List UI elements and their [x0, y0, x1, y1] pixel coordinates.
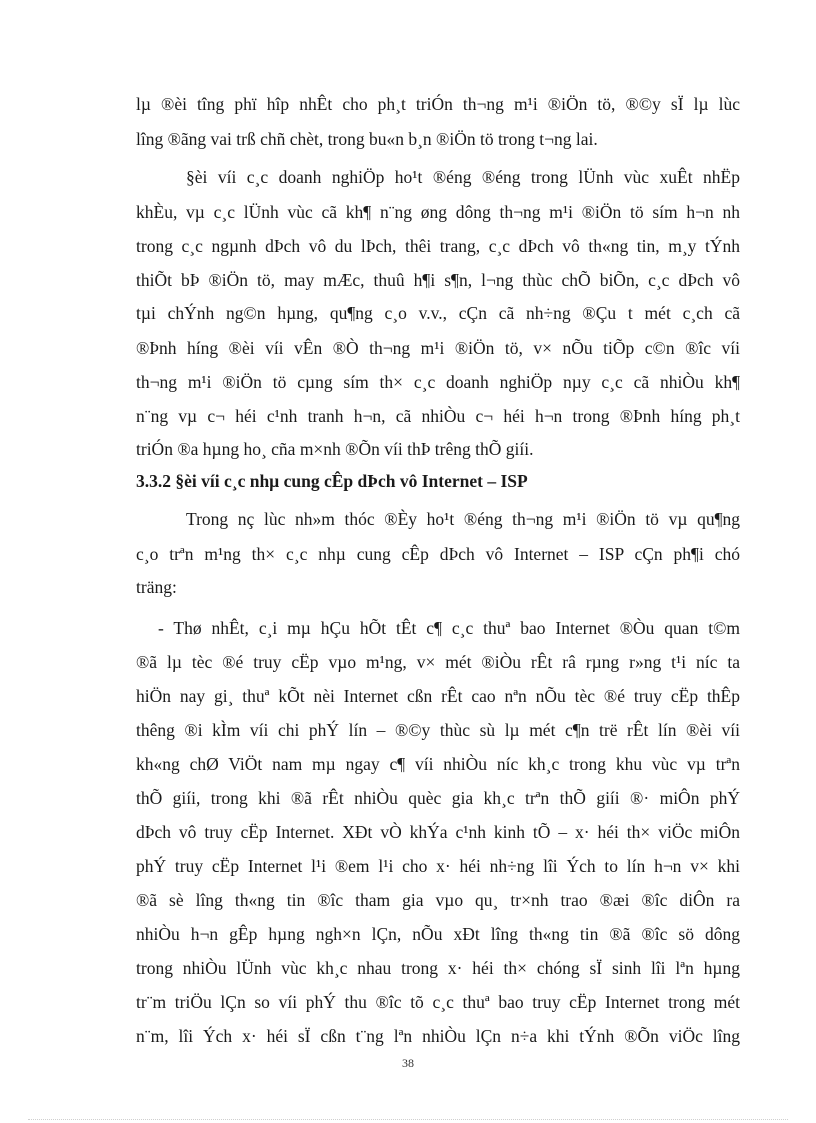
page-divider [28, 1119, 788, 1120]
paragraph-line: träng: [136, 577, 177, 597]
paragraph-line: nhiÒu h¬n gÊp hµng ngh×n lÇn, nÕu xÐt lîng th«ng tin ®ã ®îc sö dông [136, 924, 740, 944]
paragraph-line: §èi víi c¸c doanh nghiÖp ho¹t ®éng ®éng trong lÜnh vùc xuÊt nhËp [186, 167, 740, 187]
paragraph-line: tµi chÝnh ng©n hµng, qu¶ng c¸o v.v., cÇn cã nh÷ng ®Çu t mét c¸ch cã [136, 303, 740, 323]
paragraph-line: trong c¸c ngµnh dÞch vô du lÞch, thêi trang, c¸c dÞch vô th«ng tin, m¸y tÝnh [136, 236, 740, 256]
paragraph-line: n¨m, lîi Ých x· héi sÏ cßn t¨ng lªn nhiÒu lÇn n÷a khi tÝnh ®Õn viÖc lîng [136, 1026, 740, 1046]
section-heading: 3.3.2 §èi víi c¸c nhµ cung cÊp dÞch vô Internet – ISP [136, 471, 528, 491]
paragraph-line: thêng ®i kÌm víi chi phÝ lín – ®©y thùc sù lµ mét c¶n trë rÊt lín ®èi víi [136, 720, 740, 740]
paragraph-line: Trong nç lùc nh»m thóc ®Èy ho¹t ®éng th¬ng m¹i ®iÖn tö vµ qu¶ng [186, 509, 740, 529]
paragraph-line: n¨ng vµ c¬ héi c¹nh tranh h¬n, cã nhiÒu c¬ héi h¬n trong ®Þnh híng ph¸t [136, 406, 740, 426]
paragraph-line: ®ã lµ tèc ®é truy cËp vµo m¹ng, v× mét ®iÒu rÊt râ rµng r»ng t¹i níc ta [136, 652, 740, 672]
paragraph-line: thÕ giíi, trong khi ®ã rÊt nhiÒu quèc gia kh¸c trªn thÕ giíi ®· miÔn phÝ [136, 788, 740, 808]
page-number: 38 [402, 1056, 414, 1070]
paragraph-line: trong nhiÒu lÜnh vùc kh¸c nhau trong x· héi th× chóng sÏ sinh lîi lªn hµng [136, 958, 740, 978]
paragraph-line: hiÖn nay gi¸ thuª kÕt nèi Internet cßn rÊt cao nªn nÕu tèc ®é truy cËp thÊp [136, 686, 740, 706]
list-item-line: - Thø nhÊt, c¸i mµ hÇu hÕt tÊt c¶ c¸c thuª bao Internet ®Òu quan t©m [158, 618, 740, 638]
paragraph-line: c¸o trªn m¹ng th× c¸c nhµ cung cÊp dÞch vô Internet – ISP cÇn ph¶i chó [136, 544, 740, 564]
paragraph-line: lîng ®ãng vai trß chñ chèt, trong bu«n b¸n ®iÖn tö trong t¬ng lai. [136, 129, 598, 149]
paragraph-line: triÓn ®a hµng ho¸ cña m×nh ®Õn víi thÞ trêng thÕ giíi. [136, 439, 534, 459]
paragraph-line: ®Þnh híng ®èi víi vÊn ®Ò th¬ng m¹i ®iÖn tö, v× nÕu tiÕp c©n ®îc víi [136, 338, 740, 358]
paragraph-line: khÈu, vµ c¸c lÜnh vùc cã kh¶ n¨ng øng dông th¬ng m¹i ®iÖn tö sím h¬n nh [136, 202, 740, 222]
paragraph-line: lµ ®èi tîng phï hîp nhÊt cho ph¸t triÓn th¬ng m¹i ®iÖn tö, ®©y sÏ lµ lùc [136, 94, 740, 114]
paragraph-line: ®ã sè lîng th«ng tin ®îc tham gia vµo qu¸ tr×nh trao ®æi ®îc diÔn ra [136, 890, 740, 910]
paragraph-line: dÞch vô truy cËp Internet. XÐt vÒ khÝa c¹nh kinh tÕ – x· héi th× viÖc miÔn [136, 822, 740, 842]
paragraph-line: tr¨m triÖu lÇn so víi phÝ thu ®îc tõ c¸c thuª bao truy cËp Internet trong mét [136, 992, 740, 1012]
paragraph-line: thiÕt bÞ ®iÖn tö, may mÆc, thuû h¶i s¶n, l¬ng thùc chÕ biÕn, c¸c dÞch vô [136, 270, 740, 290]
paragraph-line: th¬ng m¹i ®iÖn tö cµng sím th× c¸c doanh nghiÖp nµy c¸c cã nhiÒu kh¶ [136, 372, 740, 392]
paragraph-line: phÝ truy cËp Internet l¹i ®em l¹i cho x· héi nh÷ng lîi Ých to lín h¬n v× khi [136, 856, 740, 876]
paragraph-line: kh«ng chØ ViÖt nam mµ ngay c¶ víi nhiÒu níc kh¸c trong khu vùc vµ trªn [136, 754, 740, 774]
